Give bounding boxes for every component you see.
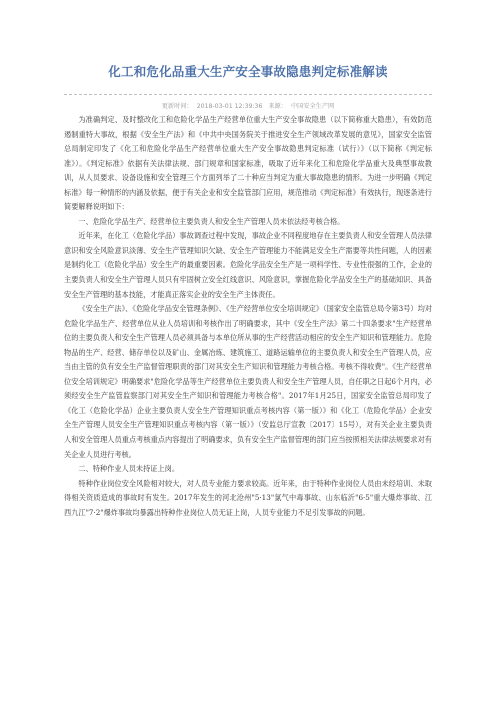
title-divider xyxy=(64,94,432,95)
source-label: 来源： xyxy=(268,103,287,110)
article-meta xyxy=(0,101,496,110)
paragraph-body: 特种作业岗位安全风险相对较大，对人员专业能力要求较高。近年来，由于特种作业岗位人员由未经培训、未取得相关资质造成的事故时有发生。2017年发生的河北沧州"5·13"氯气中毒事故、山东临沂"6·5"重大爆炸事故、江西九江"7·2"爆炸事故均暴露出特种作业岗位人员无证上岗，人员专业能力不足引发事故的问题。 xyxy=(64,478,432,517)
paragraph-intro: 为准确判定、及时整改化工和危险化学品生产经营单位重大生产安全事故隐患（以下简称重大隐患），有效防范遏制重特大事故，根据《安全生产法》和《中共中央国务院关于推进安全生产领域改革发展的意见》，国家安全监管总局制定印发了《化工和危险化学品生产经营单位重大生产安全事故隐患判定标准（试行）》（以下简称《判定标准》）。《判定标准》依据有关法律法规、部门规章和国家标准，吸取了近年来化工和危险化学品重大及典型事故教训，从人员要求、设备设施和安全管理三个方面列举了二十种应当判定为重大事故隐患的情形。为进一步明确《判定标准》每一种情形的内涵及依据，便于有关企业和安全监管部门应用，规范推动《判定标准》有效执行，现逐条进行简要解释说明如下： xyxy=(64,115,432,212)
article-body xyxy=(64,113,432,520)
article-title: 化工和危化品重大生产安全事故隐患判定标准解读 xyxy=(108,64,388,79)
section-heading-1: 一、危险化学品生产、经营单位主要负责人和安全生产管理人员未依法经考核合格。 xyxy=(78,216,345,226)
source-value: 中国安全生产网 xyxy=(290,103,335,110)
paragraph-body: 《安全生产法》、《危险化学品安全管理条例》、《生产经营单位安全培训规定》（国家安全监管总局令第3号）均对危险化学品生产、经营单位从业人员培训和考核作出了明确要求，其中《安全生产法》第二十四条要求"生产经营单位的主要负责人和安全生产管理人员必须具备与本单位所从事的生产经营活动相应的安全生产知识和管理能力。危险物品的生产、经营、储存单位以及矿山、金属冶炼、建筑施工、道路运输单位的主要负责人和安全生产管理人员，应当由主管的负有安全生产监督管理职责的部门对其安全生产知识和管理能力考核合格。考核不得收费"。《生产经营单位安全培训规定》明确要求"危险化学品等生产经营单位主要负责人和安全生产管理人员，自任职之日起6个月内，必须经安全生产监管监察部门对其安全生产知识和管理能力考核合格"。2017年1月25日，国家安全监管总局印发了《化工（危险化学品）企业主要负责人安全生产管理知识重点考核内容（第一版）》和《化工（危险化学品）企业安全生产管理人员安全生产管理知识重点考核内容（第一版）》（安监总厅宣教〔2017〕15号），对有关企业主要负责人和安全管理人员重点考核重点内容提出了明确要求，负有安全生产监督管理的部门应当按照相关法律法规要求对有关企业人员进行考核。 xyxy=(64,304,432,459)
update-time-label: 更新时间： xyxy=(161,103,193,110)
section-heading-2: 二、特种作业人员未持证上岗。 xyxy=(78,464,180,474)
update-time-value: 2018-03-01 12:39:36 xyxy=(196,103,263,110)
paragraph-body: 近年来，在化工（危险化学品）事故调查过程中发现，事故企业不同程度地存在主要负责人和安全管理人员法律意识和安全风险意识淡薄、安全生产管理知识欠缺、安全生产管理能力不能满足安全生产需要等共性问题，人的因素是制约化工（危险化学品）安全生产的最重要因素。危险化学品安全生产是一项科学性、专业性很强的工作，企业的主要负责人和安全生产管理人员只有牢固树立安全红线意识、风险意识，掌握危险化学品安全生产的基础知识、具备安全生产管理的基本技能，才能真正落实企业的安全生产主体责任。 xyxy=(64,231,432,299)
